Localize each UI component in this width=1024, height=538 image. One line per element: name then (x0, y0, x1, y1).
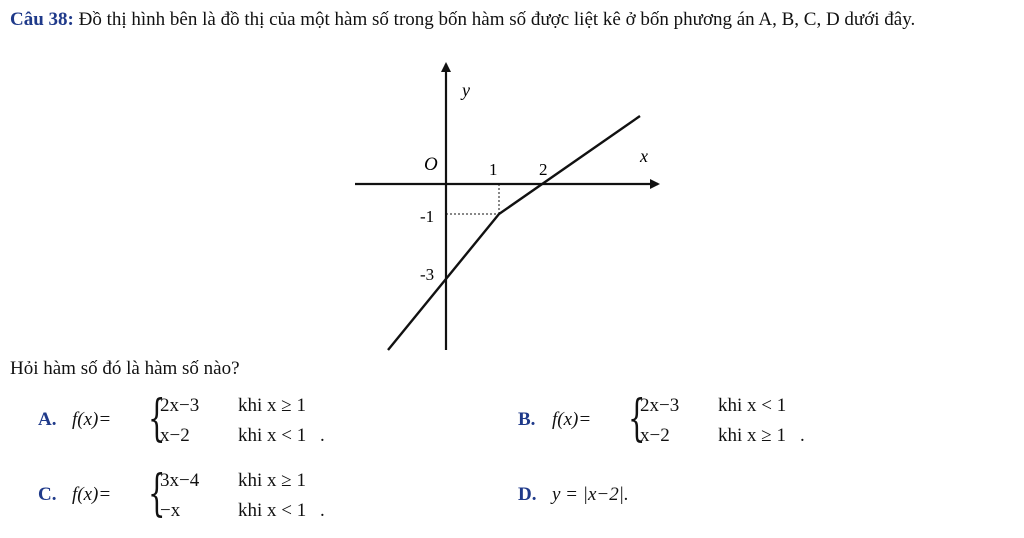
option-a-case1-expr: 2x−3 (160, 395, 200, 416)
question-body: Đồ thị hình bên là đồ thị của một hàm số trong bốn hàm số được liệt kê ở bốn phương án A, B, C, D dưới đây. (73, 9, 916, 30)
x-axis-label: x (640, 146, 648, 166)
option-d-expression: y = |x−2|. (552, 484, 629, 505)
option-a-brace: { (148, 389, 166, 447)
x-tick-1: 1 (489, 160, 498, 179)
option-c[interactable] (30, 464, 360, 522)
question-label: Câu 38: (10, 9, 74, 30)
option-a[interactable] (30, 389, 360, 447)
option-b-case1-expr: 2x−3 (640, 395, 680, 416)
option-a-case1-cond: khi x ≥ 1 (238, 395, 306, 416)
option-c-case2-cond: khi x < 1 (238, 500, 307, 521)
option-c-case1-cond: khi x ≥ 1 (238, 470, 306, 491)
origin-label: O (424, 154, 438, 175)
option-a-case2-expr: x−2 (160, 425, 190, 446)
graph-curve (388, 116, 640, 350)
option-a-letter: A. (38, 409, 57, 430)
option-c-function: f(x)= (72, 484, 112, 505)
option-d-letter: D. (518, 484, 537, 505)
option-b-function: f(x)= (552, 409, 592, 430)
option-c-brace: { (148, 464, 166, 522)
y-tick-minus-1: -1 (420, 207, 435, 226)
y-tick-minus-3: -3 (420, 265, 435, 284)
option-c-case1-expr: 3x−4 (160, 470, 200, 491)
option-c-case2-expr: −x (160, 500, 181, 521)
option-b-case2-expr: x−2 (640, 425, 670, 446)
option-b-end: . (800, 425, 805, 446)
option-b-brace: { (628, 389, 646, 447)
option-d[interactable] (510, 470, 710, 520)
option-a-case2-cond: khi x < 1 (238, 425, 307, 446)
option-a-end: . (320, 425, 325, 446)
question-prompt: Hỏi hàm số đó là hàm số nào? (10, 358, 240, 379)
function-graph (350, 58, 670, 358)
option-b[interactable] (510, 389, 840, 447)
question-text (10, 4, 1015, 36)
option-b-case1-cond: khi x < 1 (718, 395, 787, 416)
option-a-function: f(x)= (72, 409, 112, 430)
option-b-letter: B. (518, 409, 536, 430)
x-tick-2: 2 (539, 160, 548, 179)
option-b-case2-cond: khi x ≥ 1 (718, 425, 786, 446)
option-c-end: . (320, 500, 325, 521)
y-axis-label: y (462, 80, 470, 100)
option-c-letter: C. (38, 484, 57, 505)
